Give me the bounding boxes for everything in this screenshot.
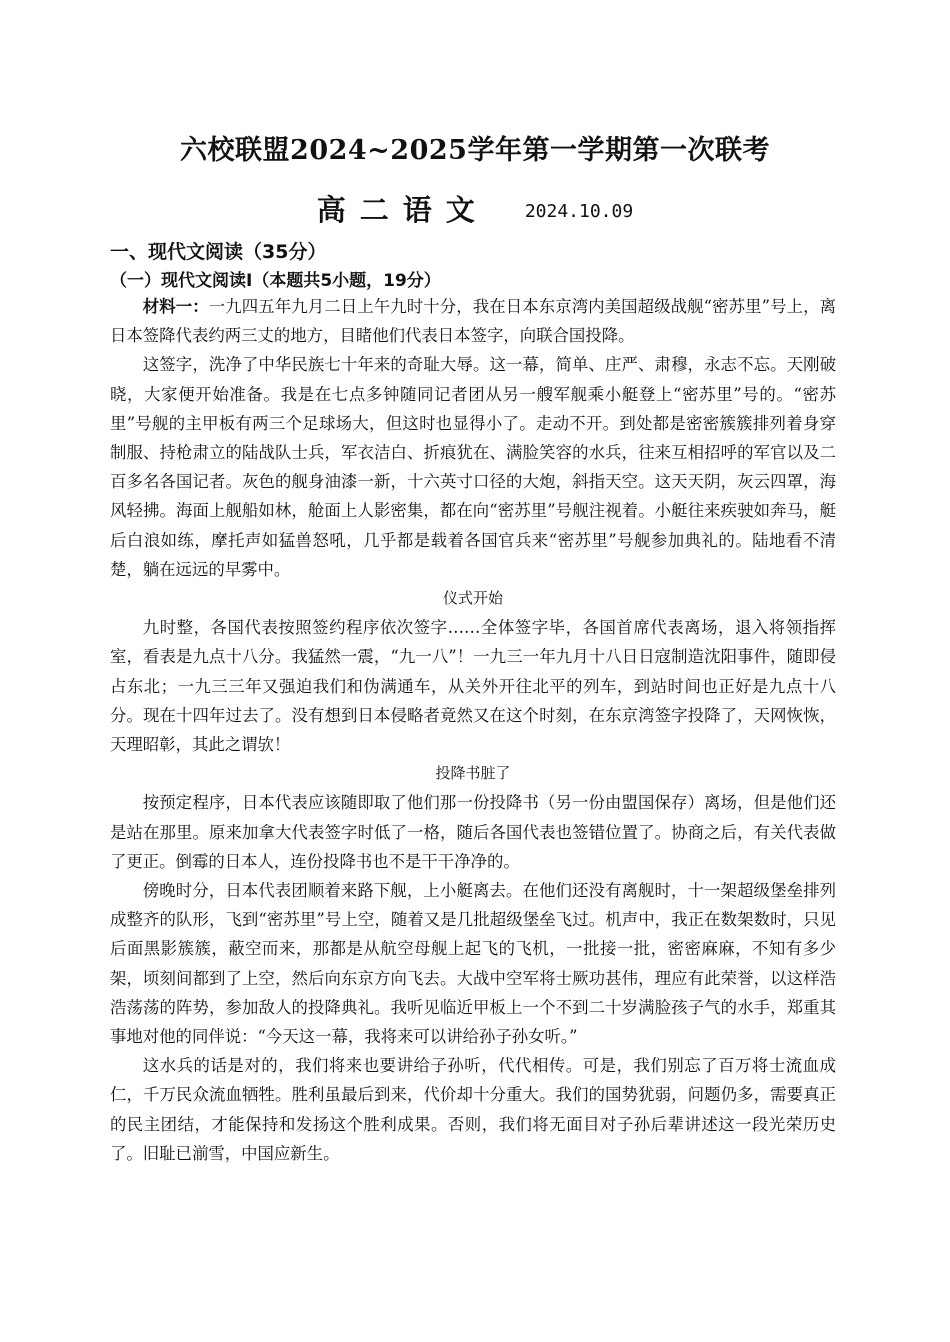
paragraph-6: 这水兵的话是对的，我们将来也要讲给子孙听，代代相传。可是，我们别忘了百万将士流血成仁，千万民众流血牺牲。胜利虽最后到来，代价却十分重大。我们的国势犹弱，问题仍多，需要真正的民主团结，才能保持和发扬这个胜利成果。否则，我们将无面目对子孙后辈讲述这一段光荣历史了。旧耻已湔雪，中国应新生。 <box>110 1056 836 1163</box>
exam-title: 六校联盟2024~2025学年第一学期第一次联考 <box>180 135 770 166</box>
material-label: 材料一： <box>142 297 209 316</box>
exam-date: 2024.10.09 <box>524 201 634 222</box>
section-subheading: （一）现代文阅读Ⅰ（本题共5小题，19分） <box>110 271 441 291</box>
section-heading: 一、现代文阅读（35分） <box>110 241 327 263</box>
paragraph-5: 傍晚时分，日本代表团顺着来路下舰，上小艇离去。在他们还没有离舰时，十一架超级堡垒排列成整齐的队形，飞到“密苏里”号上空，随着又是几批超级堡垒飞过。机声中，我正在数架数时，只见后面黑影簇簇，蔽空而来，那都是从航空母舰上起飞的飞机，一批接一批，密密麻麻，不知有多少架，顷刻间都到了上空，然后向东京方向飞去。大战中空军将士厥功甚伟，理应有此荣誉，以这样浩浩荡荡的阵势，参加敌人的投降典礼。我听见临近甲板上一个不到二十岁满脸孩子气的水手，郑重其事地对他的同伴说：“今天这一幕，我将来可以讲给孙子孙女听。” <box>110 881 836 1047</box>
paragraph-4: 按预定程序，日本代表应该随即取了他们那一份投降书（另一份由盟国保存）离场，但是他们还是站在那里。原来加拿大代表签字时低了一格，随后各国代表也签错位置了。协商之后，有关代表做了更正。倒霉的日本人，连份投降书也不是干干净净的。 <box>110 793 836 871</box>
subheading-ceremony: 仪式开始 <box>442 589 503 608</box>
subject-name: 高二语文 <box>316 193 489 227</box>
paragraph-1 <box>110 292 836 350</box>
paragraph-1-text: 一九四五年九月二日上午九时十分，我在日本东京湾内美国超级战舰“密苏里”号上，离日本签降代表约两三丈的地方，目睹他们代表日本签字，向联合国投降。 <box>110 297 836 346</box>
subheading-surrender-document: 投降书脏了 <box>435 764 511 783</box>
reading-material <box>110 292 836 1168</box>
exam-subtitle <box>0 188 950 229</box>
paragraph-2: 这签字，洗净了中华民族七十年来的奇耻大辱。这一幕，简单、庄严、肃穆，永志不忘。天刚破晓，大家便开始准备。我是在七点多钟随同记者团从另一艘军舰乘小艇登上“密苏里”号的。“密苏里”号舰的主甲板有两三个足球场大，但这时也显得小了。走动不开。到处都是密密簇簇排列着身穿制服、持枪肃立的陆战队士兵，军衣洁白、折痕犹在、满脸笑容的水兵，往来互相招呼的军官以及二百多名各国记者。灰色的舰身油漆一新，十六英寸口径的大炮，斜指天空。这天天阴，灰云四罩，海风轻拂。海面上舰船如林，舱面上人影密集，都在向“密苏里”号舰注视着。小艇往来疾驶如奔马，艇后白浪如练，摩托声如猛兽怒吼，几乎都是载着各国官兵来“密苏里”号舰参加典礼的。陆地看不清楚，躺在远远的早雾中。 <box>110 355 836 579</box>
paragraph-3: 九时整，各国代表按照签约程序依次签字……全体签字毕，各国首席代表离场，退入将领指挥室，看表是九点十八分。我猛然一震，“九一八”！一九三一年九月十八日日寇制造沈阳事件，随即侵占东北；一九三三年又强迫我们和伪满通车，从关外开往北平的列车，到站时间也正好是九点十八分。现在十四年过去了。没有想到日本侵略者竟然又在这个时刻，在东京湾签字投降了，天网恢恢，天理昭彰，其此之谓欤！ <box>110 618 836 755</box>
